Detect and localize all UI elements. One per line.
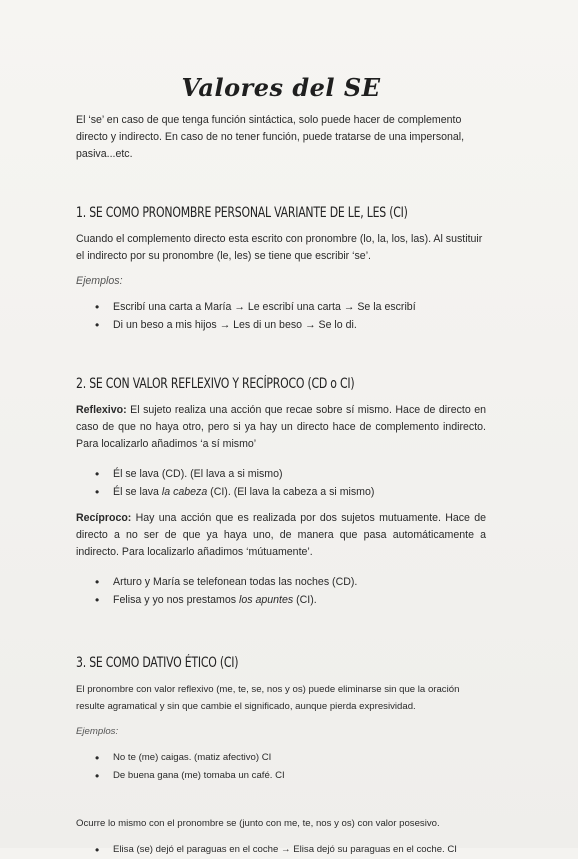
reciproco-examples-list [76,573,486,609]
section3-text: El pronombre con valor reflexivo (me, te, se, nos y os) puede eliminarse sin que la oración resulte agramatical y sin que cambie el significado, aunque pierda expresividad. [76,684,460,712]
example-text: Él se lava [113,486,162,498]
page-title: Valores del SE [181,73,381,102]
section1-examples-list [76,298,486,334]
section1-text: Cuando el complemento directo esta escrito con pronombre (lo, la, los, las). Al sustituir el indirecto por su pronombre (le, les) se tiene que escribir ‘se’. [76,233,483,262]
section2-heading: 2. SE CON VALOR REFLEXIVO Y RECÍPROCO (CD o CI) [76,376,355,392]
section3-examples-list [76,749,486,785]
reflexivo-text: El sujeto realiza una acción que recae sobre sí mismo. Hace de directo en caso de que no haya otro, pero si ya hay un directo hace de complemento indirecto. Para localizarlo añadimos ‘a sí mismo’ [76,404,486,450]
example-text: Arturo y María se telefonean todas las noches (CD). [113,576,358,588]
list-item: • Elisa (se) dejó el paraguas en el coche → Elisa dejó su paraguas en el coche. CI [76,841,486,859]
example-text: (CI). (El lava la cabeza a si mismo) [207,486,375,498]
example-text: (CI). [293,594,317,606]
list-item: • Escribí una carta a María → Le escribí una carta → Se la escribí [76,298,486,316]
posesivo-examples-list [76,841,486,859]
list-item: • No te (me) caigas. (matiz afectivo) CI [76,749,486,767]
list-item [76,591,486,609]
reciproco-paragraph [76,510,486,561]
section3-examples-label: Ejemplos: [76,726,119,737]
reciproco-text: Hay una acción que es realizada por dos sujetos mutuamente. Hace de directo a no ser de que ya haya uno, de manera que pasa automáticamente a indirecto. Para localizarlo añadimos ‘mútuamente’. [76,512,486,558]
intro-paragraph: El ‘se’ en caso de que tenga función sintáctica, solo puede hacer de complemento directo y indirecto. En caso de no tener función, puede tratarse de una impersonal, pasiva...etc. [76,114,465,160]
example-text: Felisa y yo nos prestamos [113,594,239,606]
reflexivo-paragraph [76,402,486,453]
list-item: • De buena gana (me) tomaba un café. CI [76,767,486,785]
example-italic: la cabeza [161,486,208,498]
section1-heading: 1. SE COMO PRONOMBRE PERSONAL VARIANTE DE LE, LES (CI) [76,205,408,221]
list-item [76,465,486,483]
list-item [76,573,486,591]
list-item [76,483,486,501]
posesivo-paragraph: Ocurre lo mismo con el pronombre se (junto con me, te, nos y os) con valor posesivo. [76,818,440,829]
reflexivo-label: Reflexivo: [76,404,127,416]
section3-body [76,681,486,859]
list-item: • Di un beso a mis hijos → Les di un beso → Se lo di. [76,316,486,334]
section1-examples-label: Ejemplos: [76,275,123,287]
reflexivo-examples-list [76,465,486,501]
example-italic: los apuntes [239,594,294,606]
reciproco-label: Recíproco: [76,512,132,524]
section3-heading: 3. SE COMO DATIVO ÉTICO (CI) [76,655,239,671]
example-text: Él se lava (CD). (El lava a si mismo) [113,468,283,480]
